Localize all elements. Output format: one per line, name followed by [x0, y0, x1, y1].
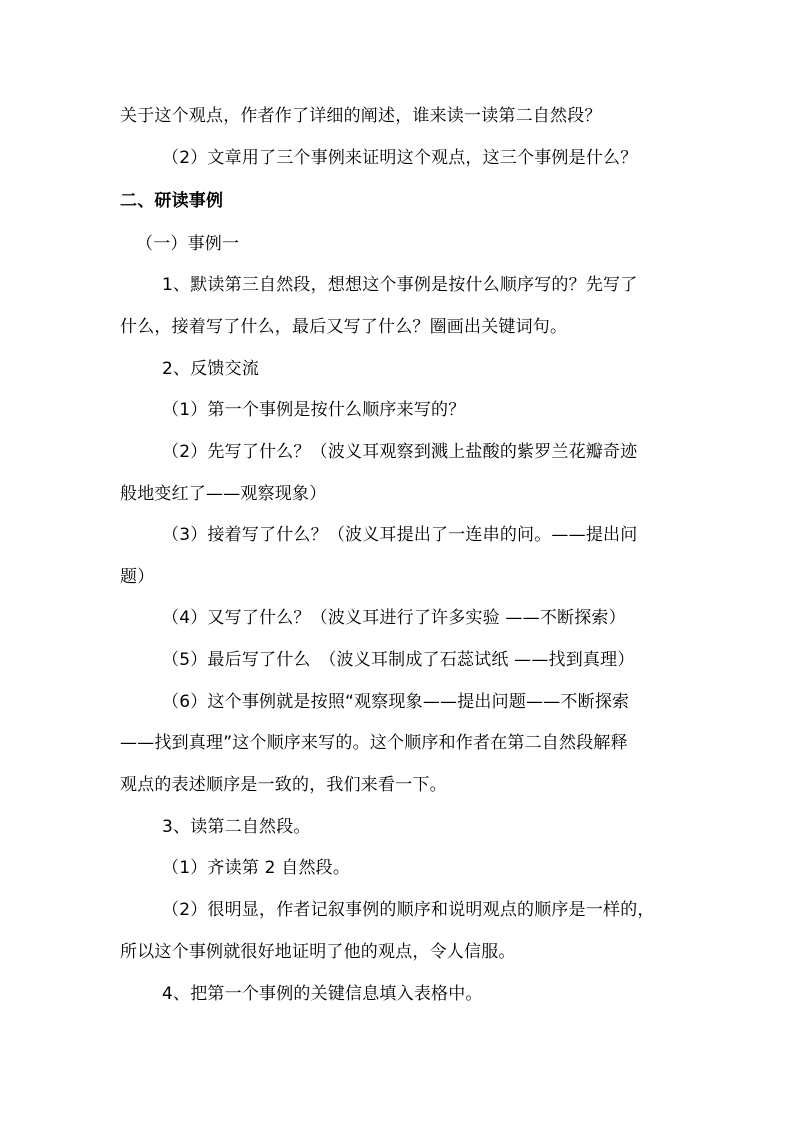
section-heading: 二、研读事例	[120, 191, 224, 211]
paragraph-line-11: （3）接着写了什么？（波义耳提出了一连串的问。——提出问	[162, 525, 638, 545]
paragraph-line-14: （5）最后写了什么 （波义耳制成了石蕊试纸 ——找到真理）	[162, 650, 635, 670]
paragraph-line-15: （6）这个事例就是按照“观察现象——提出问题——不断探索	[162, 692, 630, 712]
paragraph-line-6: 什么，接着写了什么，最后又写了什么？圈画出关键词句。	[120, 317, 568, 337]
paragraph-line-22: 4、把第一个事例的关键信息填入表格中。	[162, 984, 483, 1004]
paragraph-line-17: 观点的表述顺序是一致的，我们来看一下。	[120, 775, 447, 795]
paragraph-line-1: 关于这个观点，作者作了详细的阐述，谁来读一读第二自然段？	[120, 106, 602, 126]
paragraph-line-7: 2、反馈交流	[162, 359, 260, 379]
paragraph-line-21: 所以这个事例就很好地证明了他的观点，令人信服。	[120, 942, 516, 962]
paragraph-line-16: ——找到真理”这个顺序来写的。这个顺序和作者在第二自然段解释	[120, 733, 628, 753]
paragraph-line-8: （1）第一个事例是按什么顺序来写的？	[162, 400, 466, 420]
paragraph-line-9: （2）先写了什么？（波义耳观察到溅上盐酸的紫罗兰花瓣奇迹	[162, 442, 638, 462]
paragraph-line-12: 题）	[120, 567, 155, 587]
paragraph-line-19: （1）齐读第 2 自然段。	[162, 858, 351, 878]
paragraph-line-13: （4）又写了什么？（波义耳进行了许多实验 ——不断探索）	[162, 608, 626, 628]
subsection-heading: （一）事例一	[136, 234, 240, 254]
paragraph-line-2: （2）文章用了三个事例来证明这个观点，这三个事例是什么？	[162, 148, 638, 168]
paragraph-line-20: （2）很明显，作者记叙事例的顺序和说明观点的顺序是一样的，	[162, 900, 655, 920]
paragraph-line-18: 3、读第二自然段。	[162, 817, 311, 837]
paragraph-line-10: 般地变红了——观察现象）	[120, 484, 327, 504]
paragraph-line-5: 1、默读第三自然段，想想这个事例是按什么顺序写的？先写了	[162, 275, 638, 295]
